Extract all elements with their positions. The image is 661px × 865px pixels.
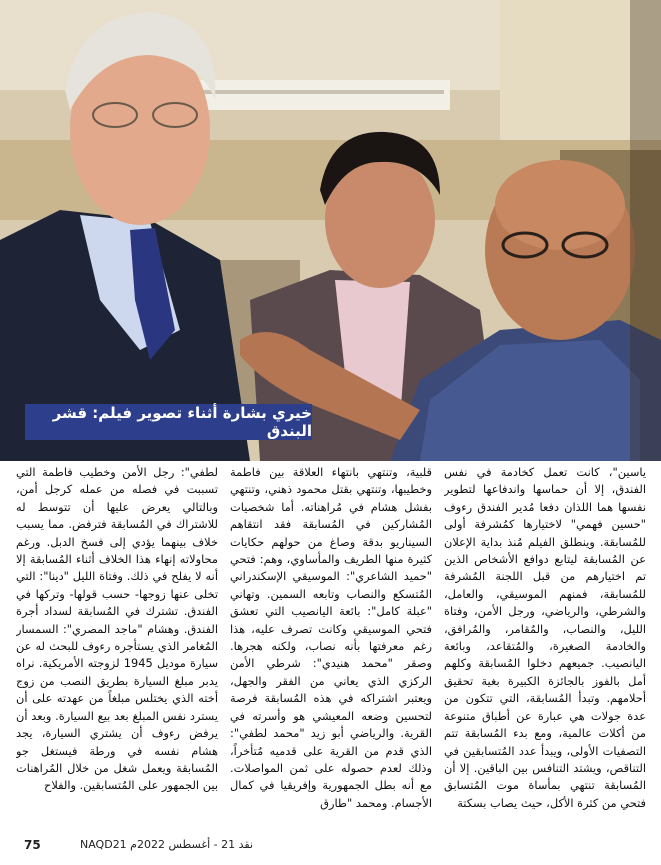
column-text: ياسين"، كانت تعمل كخادمة في نفس الفندق، إلا أن حماسها واندفاعها لتطوير نفسها هما اللذان دفعا مُدير الفندق رءوف "حسين فهمي" لاختيارها كمُشرفة أولى للمُسابقة. وينطلق الفيلم مُنذ بداية الإعلان عن المُسابقة ليتابع دوافع الأشخاص الذين تم اختيارهم من قبل اللجنة المُشرفة للمُسابقة، فمنهم الموسيقي، والعامل، والشرطي، والرياضي، ورجل الأمن، وفتاة الليل، والنصاب، والمُقامر، والمُرافق، والخادمة الصغيرة، والمُتقاعد، وبائعة اليانصيب. جميعهم دخلوا المُسابقة وكلهم أمل بالفوز بالجائزة الكبيرة بغية تحقيق أحلامهم. وتبدأ المُسابقة، التي تتكون من عدة جولات هي عبارة عن أطباق متنوعة من أكلات عالمية، ومع بدء المُسابقة تتم التصفيات الأولى، ويبدأ عدد المُتسابقين في التناقص، ويشتد التنافس بين الباقين. إلا أن المُسابقة تنتهي بمأساة موت المُتسابق فتحي من كثرة الأكل، حيث يصاب بسكتة — [444, 465, 646, 810]
column-text: قلبية، وتنتهي بانتهاء العلاقة بين فاطمة وخطيبها، وتنتهي بقتل محمود ذهني، وتنتهي بفشل هشام في مُراهناته. أما شخصيات المُشاركين في المُسابقة فقد انتقاهم السيناريو بدقة وصاغ من حولهم حكايات كثيرة منها الطريف والمأساوي، وهم: فتحي "حميد الشاعري": الموسيقي الإسكندراني المُتسكع والنصاب وتابعه السمين. وتهاني "عبلة كامل": بائعة اليانصيب التي تعشق فتحي الموسيقي وكانت تصرف عليه، هذا رغم معرفتها بأنه نصاب، ولكنه هجرها. وصقر "محمد هنيدي": شرطي الأمن الركزي الذي يعاني من الفقر والجهل، ويعتبر اشتراكه في هذه المُسابقة فرصة لتحسين وضعه المعيشي هو وأسرته في القرية. والرياضي أبو زيد "محمد لطفي": الذي قدم من القرية على قدميه مُتأخراً، وذلك لعدم حصوله على ثمن المواصلات. مع أنه بطل الجمهورية وإفريقيا في كمال الأجسام. ومحمد "طارق — [230, 465, 432, 810]
page-number: 75 — [24, 838, 41, 852]
photo-caption: خيري بشارة أثناء تصوير فيلم: قشر البندق — [25, 404, 312, 440]
page-footer — [0, 834, 661, 860]
article-column-right — [444, 464, 646, 834]
article-body — [16, 464, 646, 834]
article-column-middle — [230, 464, 432, 834]
article-column-left — [16, 464, 218, 834]
issue-label: نقد 21 - أغسطس 2022م NAQD21 — [80, 838, 254, 851]
column-text: لطفي": رجل الأمن وخطيب فاطمة التي تسببت في فصله من عمله كرجل أمن، وبالتالي يعرض عليها أن تتوسط له للاشتراك في المُسابقة فترفض. مما يسبب خلاف بينهما يؤدي إلى فسخ الدبل. ورغم محاولاته إنهاء هذا الخلاف أثناء المُسابقة إلا أنه لا يفلح في ذلك. وفتاة الليل "دينا": التي تخلى عنها زوجها- حسب قولها- وتركها في الفندق. تشترك في المُسابقة لسداد أجرة الفندق. وهشام "ماجد المصري": السمسار المُغامر الذي يستأجره رءوف للبحث له عن سيارة موديل 1945 لزوجته الأمريكية. نراه يدبر مبلغ السيارة بطريق النصب من زوج أخته الذي يختلس مبلغاً من عهدته على أن يسترد نفس المبلغ بعد بيع السيارة. وبعد أن يرفض رءوف أن يشتري السيارة، يجد هشام نفسه في ورطة فيستغل جو المُسابقة ويعمل شغل من خلال المُراهنات بين الجمهور على المُتسابقين. والفلاح — [16, 465, 218, 793]
